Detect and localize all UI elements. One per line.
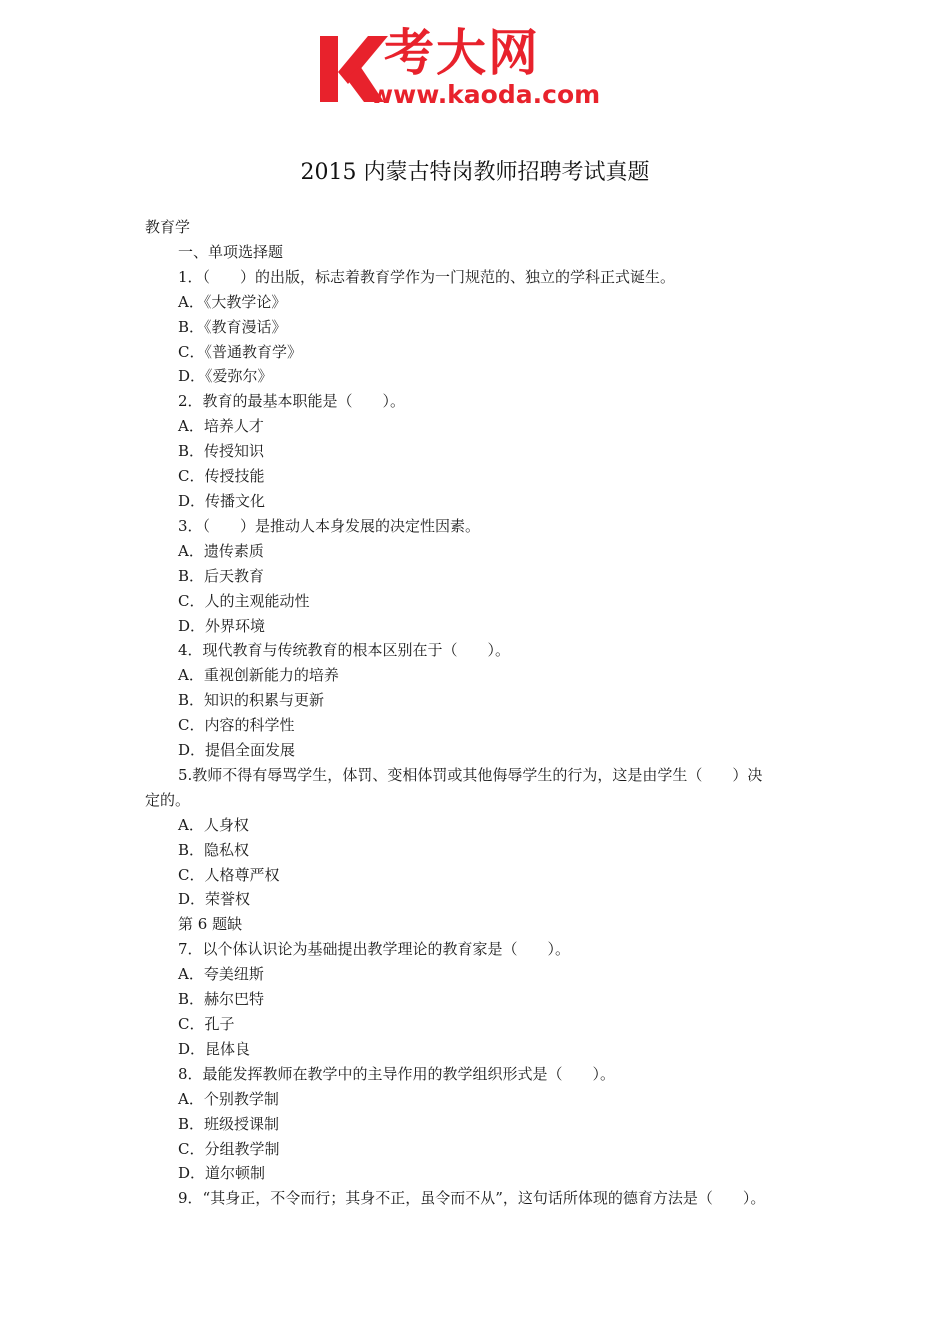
question-stem: 2．教育的最基本职能是（ ）。 [178,392,406,411]
option-a: A．夸美纽斯 [178,965,264,984]
question-stem: 1．（ ）的出版，标志着教育学作为一门规范的、独立的学科正式诞生。 [178,267,676,286]
option-a: A．遗传素质 [178,541,264,560]
option-a: A．个别教学制 [178,1089,279,1108]
option-b: B．后天教育 [178,566,265,585]
option-b: B．隐私权 [178,840,250,859]
subject-heading: 教育学 [145,218,191,236]
option-d: D．道尔顿制 [178,1164,266,1183]
option-b: B．知识的积累与更新 [178,691,325,710]
option-d: D．传播文化 [178,491,266,510]
option-b: B．班级授课制 [178,1114,280,1133]
kaoda-logo[interactable] [318,22,640,112]
question-stem-line2: 定的。 [145,790,191,809]
option-c: C．人格尊严权 [178,865,280,884]
option-b: B．《教育漫话》 [178,317,287,336]
option-d: D．《爱弥尔》 [178,367,273,386]
question-stem: 3．（ ）是推动人本身发展的决定性因素。 [178,516,481,535]
document-body [145,215,815,1211]
logo-url: www.kaoda.com [370,80,601,109]
option-c: C．内容的科学性 [178,716,295,735]
option-d: D．荣誉权 [178,890,251,909]
section-heading: 一、单项选择题 [178,242,284,261]
option-d: D．昆体良 [178,1039,251,1058]
option-c: C．孔子 [178,1015,235,1033]
option-a: A．重视创新能力的培养 [178,666,339,685]
option-a: A．《大教学论》 [178,292,287,311]
option-c: C．分组教学制 [178,1139,280,1158]
question-stem: 8．最能发挥教师在教学中的主导作用的教学组织形式是（ ）。 [178,1064,616,1083]
option-a: A．培养人才 [178,417,264,436]
logo-brand-name: 考大网 [384,24,540,82]
question-stem: 9．“其身正，不令而行；其身不正，虽令而不从”，这句话所体现的德育方法是（ ）。 [178,1189,766,1208]
option-c: C．人的主观能动性 [178,591,310,610]
question-stem: 7．以个体认识论为基础提出教学理论的教育家是（ ）。 [178,940,571,959]
question-stem-line1: 5.教师不得有辱骂学生，体罚、变相体罚或其他侮辱学生的行为，这是由学生（ ）决 [178,765,763,784]
option-a: A．人身权 [178,815,249,834]
question-stem: 4．现代教育与传统教育的根本区别在于（ ）。 [178,641,511,660]
option-b: B．赫尔巴特 [178,990,265,1009]
option-c: C．传授技能 [178,467,265,486]
missing-question-note: 第 6 题缺 [178,915,243,934]
option-d: D．提倡全面发展 [178,741,296,760]
option-b: B．传授知识 [178,442,265,461]
page-title: 2015 内蒙古特岗教师招聘考试真题 [300,160,650,185]
option-d: D．外界环境 [178,616,266,635]
option-c: C．《普通教育学》 [178,342,302,361]
